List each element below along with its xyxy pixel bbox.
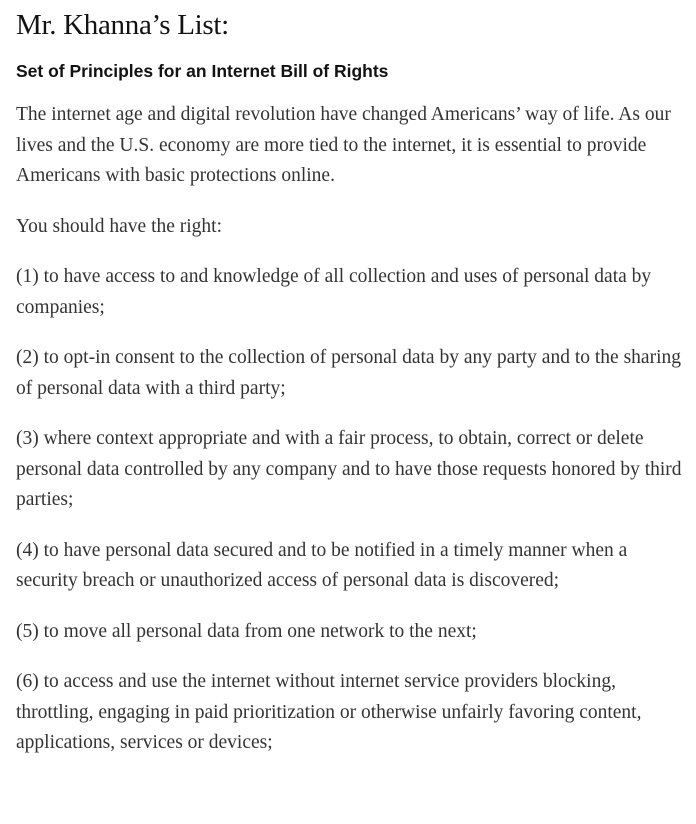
- principle-item-6: (6) to access and use the internet without internet service providers blocking, throttling, engaging in paid prioritization or otherwise unfairly favoring content, applications, services or devices;: [16, 671, 642, 753]
- page-title: Mr. Khanna’s List:: [16, 9, 229, 41]
- article: [16, 6, 684, 759]
- principle-item-1: (1) to have access to and knowledge of all collection and uses of personal data by companies;: [16, 266, 652, 318]
- intro-paragraph: The internet age and digital revolution have changed Americans’ way of life. As our lives and the U.S. economy are more tied to the internet, it is essential to provide Americans with basic protections online.: [16, 104, 671, 186]
- principle-item-2: (2) to opt-in consent to the collection of personal data by any party and to the sharing of personal data with a third party;: [16, 347, 681, 399]
- principle-item-3: (3) where context appropriate and with a fair process, to obtain, correct or delete personal data controlled by any company and to have those requests honored by third parties;: [16, 428, 682, 510]
- page-subtitle: Set of Principles for an Internet Bill of Rights: [16, 61, 389, 81]
- principle-item-4: (4) to have personal data secured and to be notified in a timely manner when a security breach or unauthorized access of personal data is discovered;: [16, 539, 628, 591]
- lead-paragraph: You should have the right:: [16, 215, 223, 237]
- principle-item-5: (5) to move all personal data from one network to the next;: [16, 620, 477, 642]
